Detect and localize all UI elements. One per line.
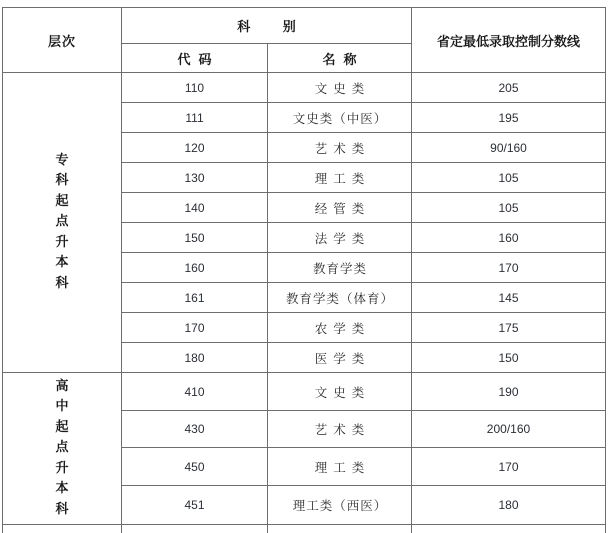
code-cell: 150: [122, 223, 268, 253]
score-cell: 205: [412, 73, 606, 103]
name-cell: 文史类（中医）: [268, 103, 412, 133]
score-cell: 160: [412, 223, 606, 253]
name-cell: 农学类: [268, 313, 412, 343]
name-cell: 艺术类: [268, 411, 412, 448]
code-cell: 110: [122, 73, 268, 103]
name-cell: 教育学类: [268, 253, 412, 283]
table-row: [3, 373, 606, 411]
name-cell: 经管类: [268, 193, 412, 223]
code-cell: 430: [122, 411, 268, 448]
empty-cell: [268, 525, 412, 533]
code-cell: 160: [122, 253, 268, 283]
code-cell: 180: [122, 343, 268, 373]
name-cell: 法学类: [268, 223, 412, 253]
code-cell: 120: [122, 133, 268, 163]
name-cell: 理工类: [268, 448, 412, 486]
code-cell: 451: [122, 486, 268, 525]
score-cell: 170: [412, 253, 606, 283]
table-row-partial: [3, 525, 606, 533]
name-cell: 医学类: [268, 343, 412, 373]
name-cell: 文史类: [268, 373, 412, 411]
code-cell: 450: [122, 448, 268, 486]
score-cell: 145: [412, 283, 606, 313]
code-cell: 130: [122, 163, 268, 193]
header-subject: 科 别: [122, 8, 412, 44]
name-cell: 教育学类（体育）: [268, 283, 412, 313]
code-cell: 410: [122, 373, 268, 411]
admission-score-table: [2, 7, 606, 533]
score-cell: 105: [412, 193, 606, 223]
code-cell: 111: [122, 103, 268, 133]
header-min-score: 省定最低录取控制分数线: [412, 8, 606, 73]
header-level: 层次: [3, 8, 122, 73]
empty-cell: [122, 525, 268, 533]
header-code: 代码: [122, 44, 268, 73]
score-cell: 175: [412, 313, 606, 343]
score-cell: 105: [412, 163, 606, 193]
score-cell: 150: [412, 343, 606, 373]
code-cell: 170: [122, 313, 268, 343]
table-row: [3, 73, 606, 103]
code-cell: 161: [122, 283, 268, 313]
score-cell: 90/160: [412, 133, 606, 163]
empty-cell: [412, 525, 606, 533]
code-cell: 140: [122, 193, 268, 223]
level-label: 高中起点升本科: [55, 378, 69, 517]
empty-cell: [3, 525, 122, 533]
name-cell: 理工类（西医）: [268, 486, 412, 525]
score-cell: 180: [412, 486, 606, 525]
name-cell: 理工类: [268, 163, 412, 193]
score-cell: 170: [412, 448, 606, 486]
name-cell: 艺术类: [268, 133, 412, 163]
level-label: 专科起点升本科: [55, 152, 69, 291]
name-cell: 文史类: [268, 73, 412, 103]
level-cell-gaozhong: [3, 373, 122, 525]
header-name: 名称: [268, 44, 412, 73]
score-cell: 200/160: [412, 411, 606, 448]
score-cell: 190: [412, 373, 606, 411]
score-cell: 195: [412, 103, 606, 133]
level-cell-zhuanke: [3, 73, 122, 373]
